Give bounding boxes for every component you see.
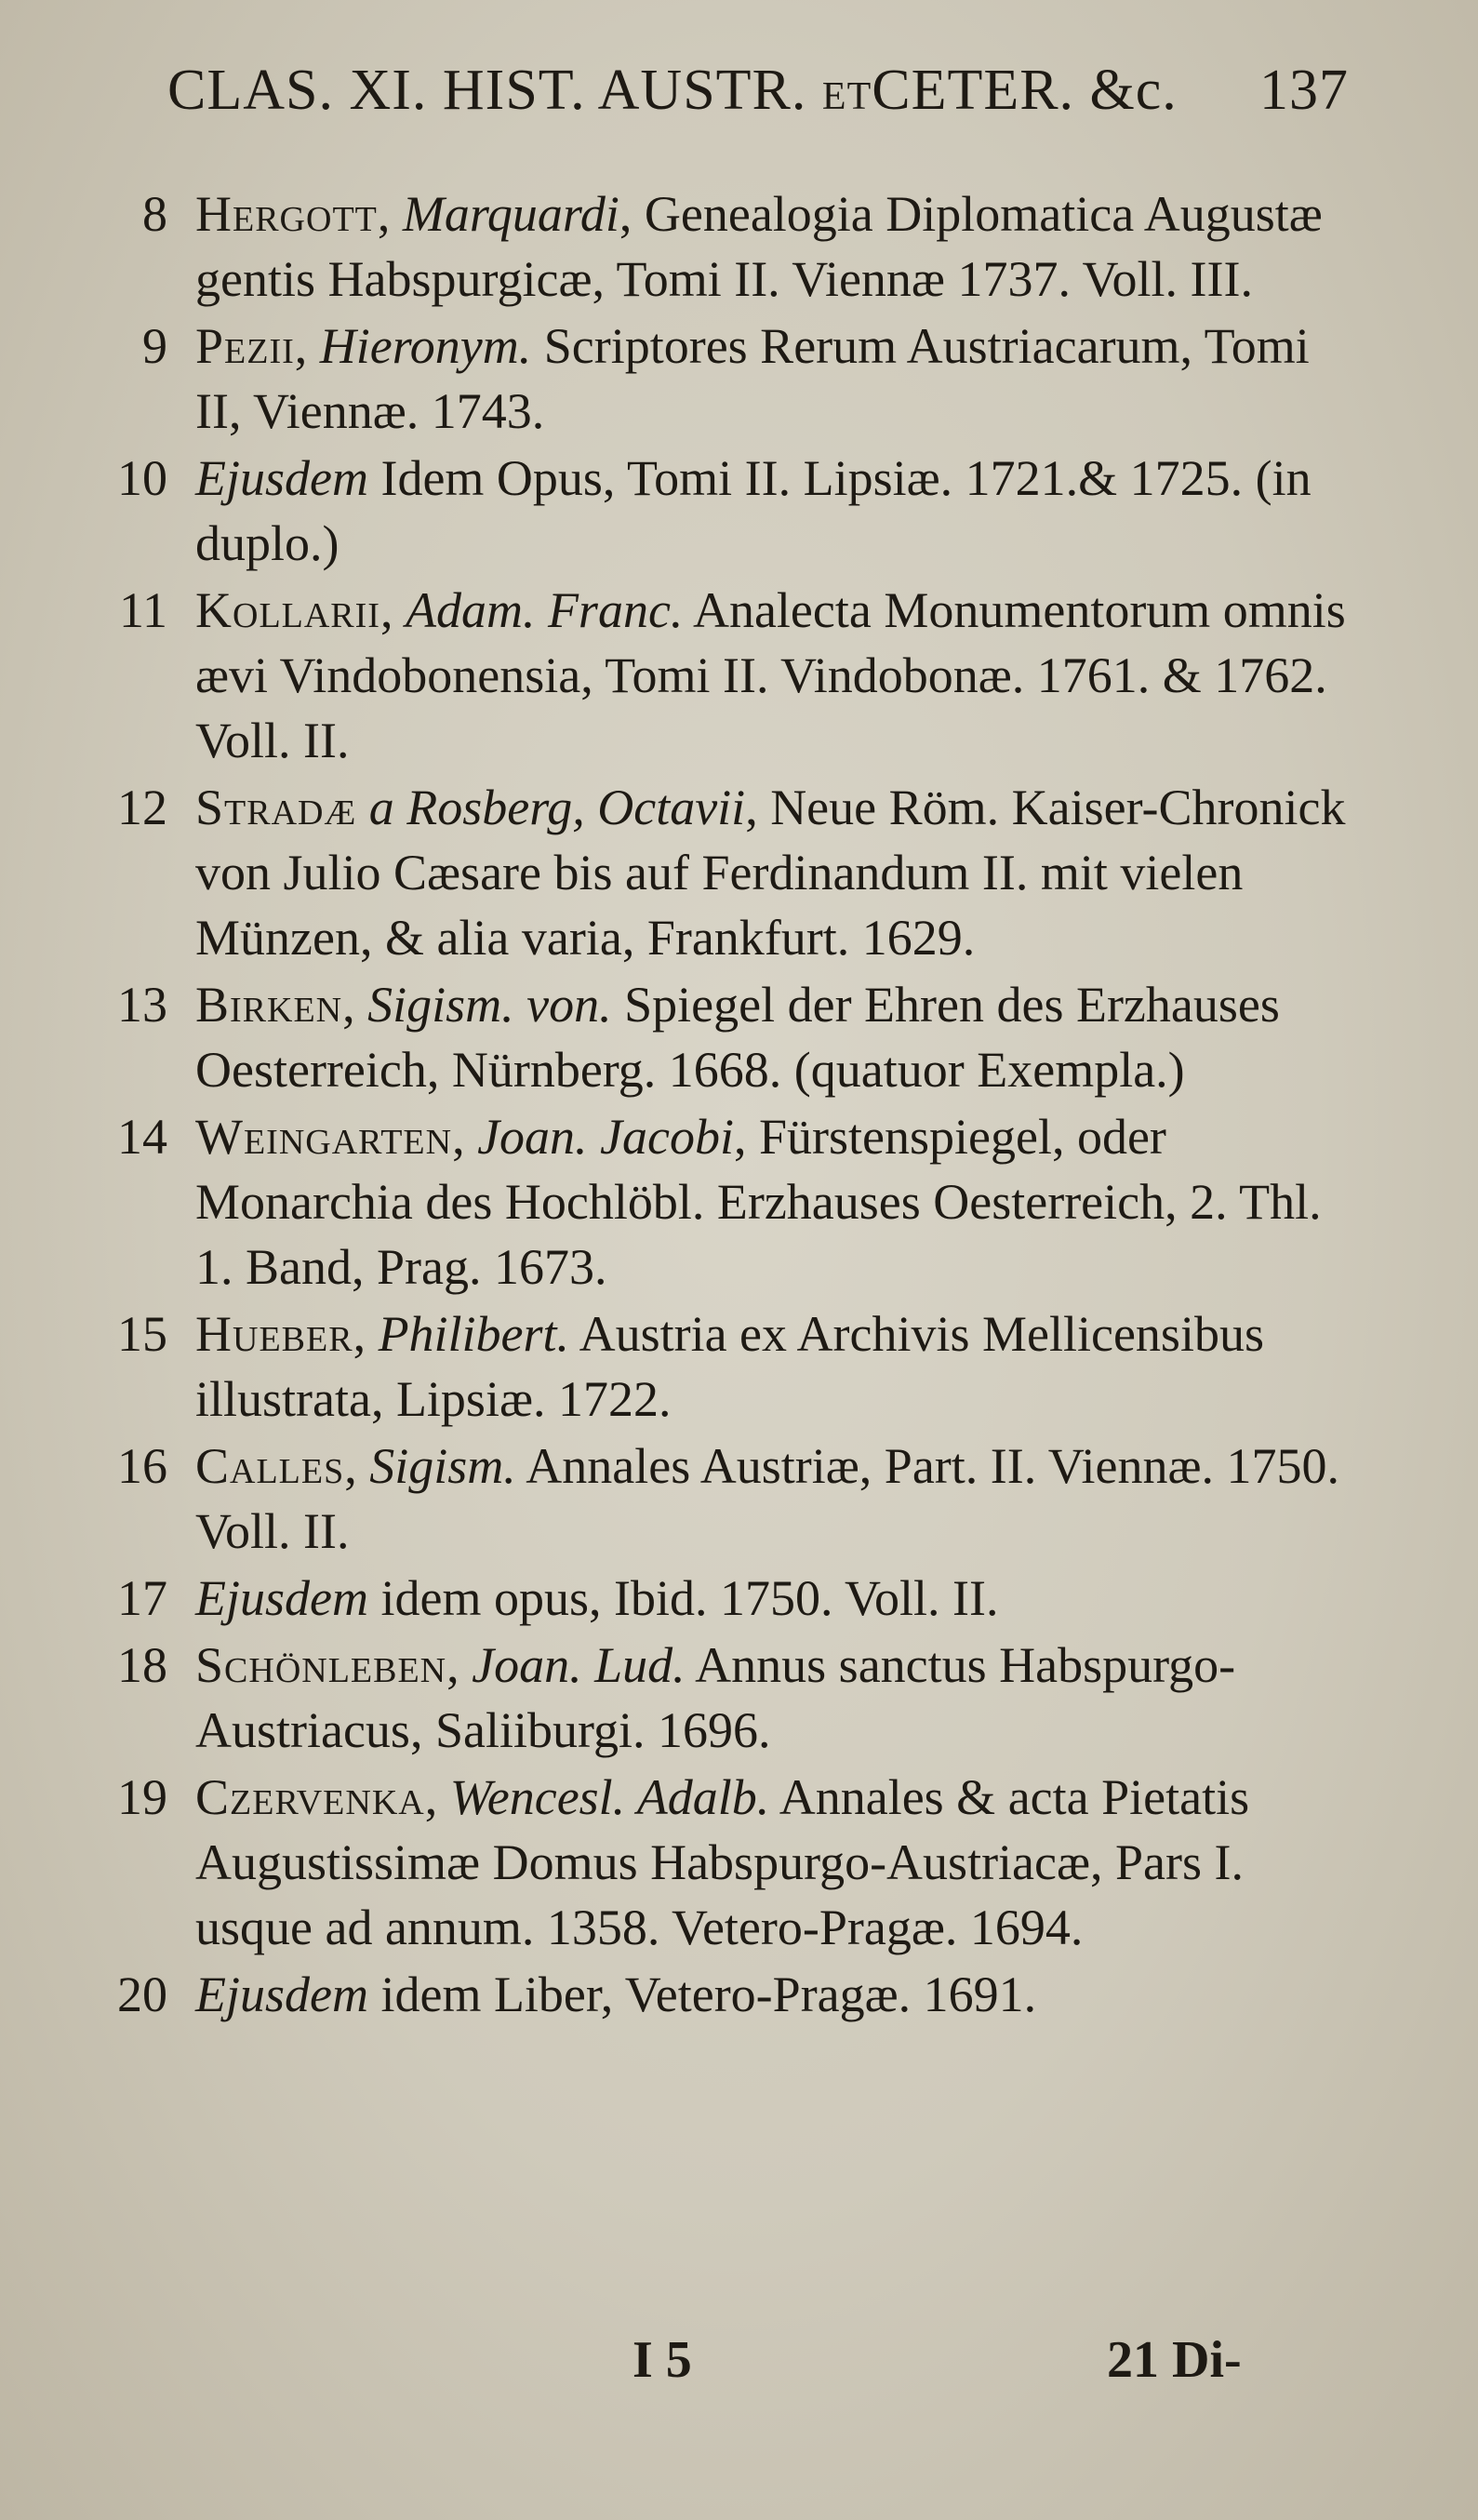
catalogue-entry	[84, 446, 1358, 576]
running-head-title	[167, 58, 1178, 124]
entry-number: 17	[117, 1570, 167, 1626]
entry-text: idem opus, Ibid. 1750. Voll. II.	[380, 1570, 999, 1626]
entry-given-name: Joan. Jacobi	[477, 1109, 734, 1165]
entry-text: Neue Röm. Kaiser-Chronick von Julio Cæsare bis auf Ferdinandum II. mit vielen Münzen, & alia varia, Frankfurt. 1629.	[195, 780, 1346, 966]
catalogue-entry: 19 Czervenka, Wencesl. Adalb. Annales & acta Pietatis Augustissimæ Domus Habspurgo-Austriacæ, Pars I. usque ad annum. 1358. Vetero-Pragæ. 1694.	[84, 1765, 1358, 1960]
catalogue-entry	[84, 1962, 1358, 2027]
entry-author: Pezii	[195, 318, 295, 374]
entry-given-name: Wencesl. Adalb.	[449, 1769, 770, 1825]
entry-given-name: Ejusdem	[195, 1570, 368, 1626]
entry-author: Stradæ	[195, 780, 357, 835]
entry-number: 9	[142, 318, 167, 374]
entry-given-name: Hieronym.	[319, 318, 532, 374]
catalogue-entry: 14 Weingarten, Joan. Jacobi, Fürstenspiegel, oder Monarchia des Hochlöbl. Erzhauses Oesterreich, 2. Thl. 1. Band, Prag. 1673.	[84, 1104, 1358, 1300]
entry-number: 18	[117, 1637, 167, 1693]
catalogue-entry: 16 Calles, Sigism. Annales Austriæ, Part. II. Viennæ. 1750. Voll. II.	[84, 1433, 1358, 1564]
entry-text: Spiegel der Ehren des Erzhauses Oesterreich, Nürnberg. 1668. (quatuor Exempla.)	[195, 977, 1280, 1098]
entry-text: Annales & acta Pietatis Augustissimæ Domus Habspurgo-Austriacæ, Pars I. usque ad annum. 1358. Vetero-Pragæ. 1694.	[195, 1769, 1250, 1955]
catalogue-entry: 15 Hueber, Philibert. Austria ex Archivis Mellicensibus illustrata, Lipsiæ. 1722.	[84, 1301, 1358, 1432]
entry-given-name: Ejusdem	[195, 450, 368, 506]
entry-text: Idem Opus, Tomi II. Lipsiæ. 1721.& 1725. (in duplo.)	[195, 450, 1312, 571]
running-head-title-part2: CETER. &c.	[872, 59, 1178, 122]
catalogue-entry: 9 Pezii, Hieronym. Scriptores Rerum Austriacarum, Tomi II, Viennæ. 1743.	[84, 313, 1358, 444]
entry-author: Birken	[195, 977, 343, 1033]
entry-number: 19	[117, 1769, 167, 1825]
entry-author: Calles	[195, 1438, 345, 1494]
entry-author: Czervenka	[195, 1769, 425, 1825]
catalogue-entry: 13 Birken, Sigism. von. Spiegel der Ehren des Erzhauses Oesterreich, Nürnberg. 1668. (quatuor Exempla.)	[84, 972, 1358, 1102]
entry-author: Hueber	[195, 1306, 353, 1362]
entry-number: 13	[117, 977, 167, 1033]
entry-author: Hergott	[195, 186, 378, 242]
entry-given-name: Joan. Lud.	[472, 1637, 686, 1693]
page-footer	[0, 2330, 1478, 2405]
entry-text: Austria ex Archivis Mellicensibus illustrata, Lipsiæ. 1722.	[195, 1306, 1264, 1427]
catalogue-entry: 18 Schönleben, Joan. Lud. Annus sanctus Habspurgo-Austriacus, Saliiburgi. 1696.	[84, 1633, 1358, 1763]
entry-text: Annus sanctus Habspurgo-Austriacus, Saliiburgi. 1696.	[195, 1637, 1236, 1758]
entry-number: 10	[117, 450, 167, 506]
entry-text: idem Liber, Vetero-Pragæ. 1691.	[380, 1967, 1037, 2022]
entry-number: 15	[117, 1306, 167, 1362]
entry-author: Kollarii	[195, 582, 380, 638]
entry-author: Weingarten	[195, 1109, 453, 1165]
catalogue-entry: 12 Stradæ a Rosberg, Octavii, Neue Röm. Kaiser-Chronick von Julio Cæsare bis auf Ferdinandum II. mit vielen Münzen, & alia varia, Frankfurt. 1629.	[84, 775, 1358, 970]
page-number: 137	[1259, 59, 1349, 122]
entry-text: Fürstenspiegel, oder Monarchia des Hochlöbl. Erzhauses Oesterreich, 2. Thl. 1. Band, Prag. 1673.	[195, 1109, 1322, 1295]
catalogue-entry: 11 Kollarii, Adam. Franc. Analecta Monumentorum omnis ævi Vindobonensia, Tomi II. Vindobonæ. 1761. & 1762. Voll. II.	[84, 578, 1358, 773]
signature-mark: I 5	[632, 2331, 692, 2389]
entry-text: Genealogia Diplomatica Augustæ gentis Habspurgicæ, Tomi II. Viennæ 1737. Voll. III.	[195, 186, 1323, 307]
entry-number: 16	[117, 1438, 167, 1494]
running-head-title-part1: CLAS. XI. HIST. AUSTR.	[167, 59, 807, 122]
entry-text: Annales Austriæ, Part. II. Viennæ. 1750. Voll. II.	[195, 1438, 1340, 1559]
entry-given-name: Ejusdem	[195, 1967, 368, 2022]
catalogue-entries	[84, 181, 1358, 2029]
entry-text: Analecta Monumentorum omnis ævi Vindobonensia, Tomi II. Vindobonæ. 1761. & 1762. Voll. II.	[195, 582, 1346, 768]
catalogue-entry: 8 Hergott, Marquardi, Genealogia Diplomatica Augustæ gentis Habspurgicæ, Tomi II. Viennæ 1737. Voll. III.	[84, 181, 1358, 312]
entry-number: 11	[119, 582, 167, 638]
entry-given-name: Sigism. von.	[367, 977, 612, 1033]
entry-number: 20	[117, 1967, 167, 2022]
entry-given-name: a Rosberg, Octavii	[368, 780, 746, 835]
running-head	[167, 58, 1349, 132]
catchword: 21 Di-	[1107, 2331, 1242, 2389]
entry-given-name: Adam. Franc.	[405, 582, 684, 638]
entry-given-name: Philibert.	[378, 1306, 570, 1362]
entry-given-name: Marquardi	[402, 186, 619, 242]
entry-text: Scriptores Rerum Austriacarum, Tomi II, Viennæ. 1743.	[195, 318, 1310, 439]
entry-number: 8	[142, 186, 167, 242]
running-head-et: ET	[821, 75, 872, 118]
entry-number: 12	[117, 780, 167, 835]
entry-number: 14	[117, 1109, 167, 1165]
entry-author: Schönleben	[195, 1637, 447, 1693]
entry-given-name: Sigism.	[369, 1438, 516, 1494]
catalogue-entry	[84, 1566, 1358, 1631]
